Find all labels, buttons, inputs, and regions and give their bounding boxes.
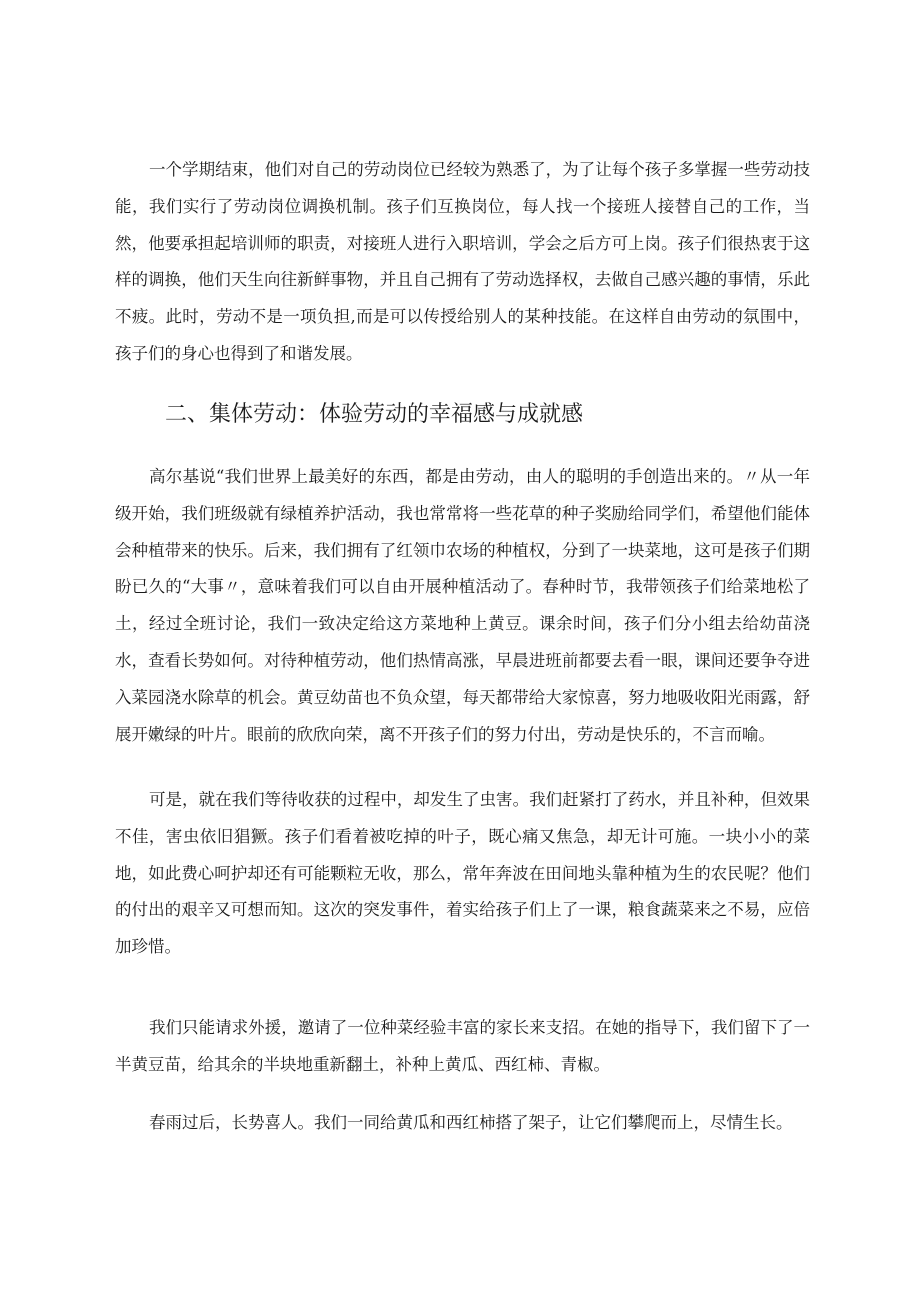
paragraph-gorky-quote: 高尔基说“我们世界上最美好的东西，都是由劳动，由人的聪明的手创造出来的。〃从一年级开始，我们班级就有绿植养护活动，我也常常将一些花草的种子奖励给同学们，希望他们能体会种植带来的快乐。后来，我们拥有了红领巾农场的种植权，分到了一块菜地，这可是孩子们期盼已久的“大事〃，意味着我们可以自由开展种植活动了。春种时节，我带领孩子们给菜地松了土，经过全班讨论，我们一致决定给这方菜地种上黄豆。课余时间，孩子们分小组去给幼苗浇水，查看长势如何。对待种植劳动，他们热情高涨，早晨进班前都要去看一眼，课间还要争夺进入菜园浇水除草的机会。黄豆幼苗也不负众望，每天都带给大家惊喜，努力地吸收阳光雨露，舒展开嫩绿的叶片。眼前的欣欣向荣，离不开孩子们的努力付出，劳动是快乐的，不言而喻。 (115, 467, 810, 744)
paragraph-job-rotation: 一个学期结束，他们对自己的劳动岗位已经较为熟悉了，为了让每个孩子多掌握一些劳动技能，我们实行了劳动岗位调换机制。孩子们互换岗位，每人找一个接班人接替自己的工作，当然，他要承担起培训师的职责，对接班人进行入职培训，学会之后方可上岗。孩子们很热衷于这样的调换，他们天生向往新鲜事物，并且自己拥有了劳动选择权，去做自己感兴趣的事情，乐此不疲。此时，劳动不是一项负担,而是可以传授给别人的某种技能。在这样自由劳动的氛围中，孩子们的身心也得到了和谐发展。 (115, 160, 810, 363)
paragraph-spring-rain: 春雨过后，长势喜人。我们一同给黄瓜和西红柿搭了架子，让它们攀爬而上，尽情生长。 (149, 1113, 793, 1132)
paragraph-parent-help: 我们只能请求外援，邀请了一位种菜经验丰富的家长来支招。在她的指导下，我们留下了一半黄豆苗，给其余的半块地重新翻土，补种上黄瓜、西红柿、青椒。 (115, 1018, 810, 1074)
paragraph-pest-damage: 可是，就在我们等待收获的过程中，却发生了虫害。我们赶紧打了药水，并且补种，但效果不佳，害虫依旧猖獗。孩子们看着被吃掉的叶子，既心痛又焦急，却无计可施。一块小小的菜地，如此费心呵护却还有可能颗粒无收，那么，常年奔波在田间地头靠种植为生的农民呢？他们的付出的艰辛又可想而知。这次的突发事件，着实给孩子们上了一课，粮食蔬菜来之不易，应倍加珍惜。 (115, 790, 810, 957)
section-heading: 二、集体劳动：体验劳动的幸福感与成就感 (165, 402, 584, 427)
